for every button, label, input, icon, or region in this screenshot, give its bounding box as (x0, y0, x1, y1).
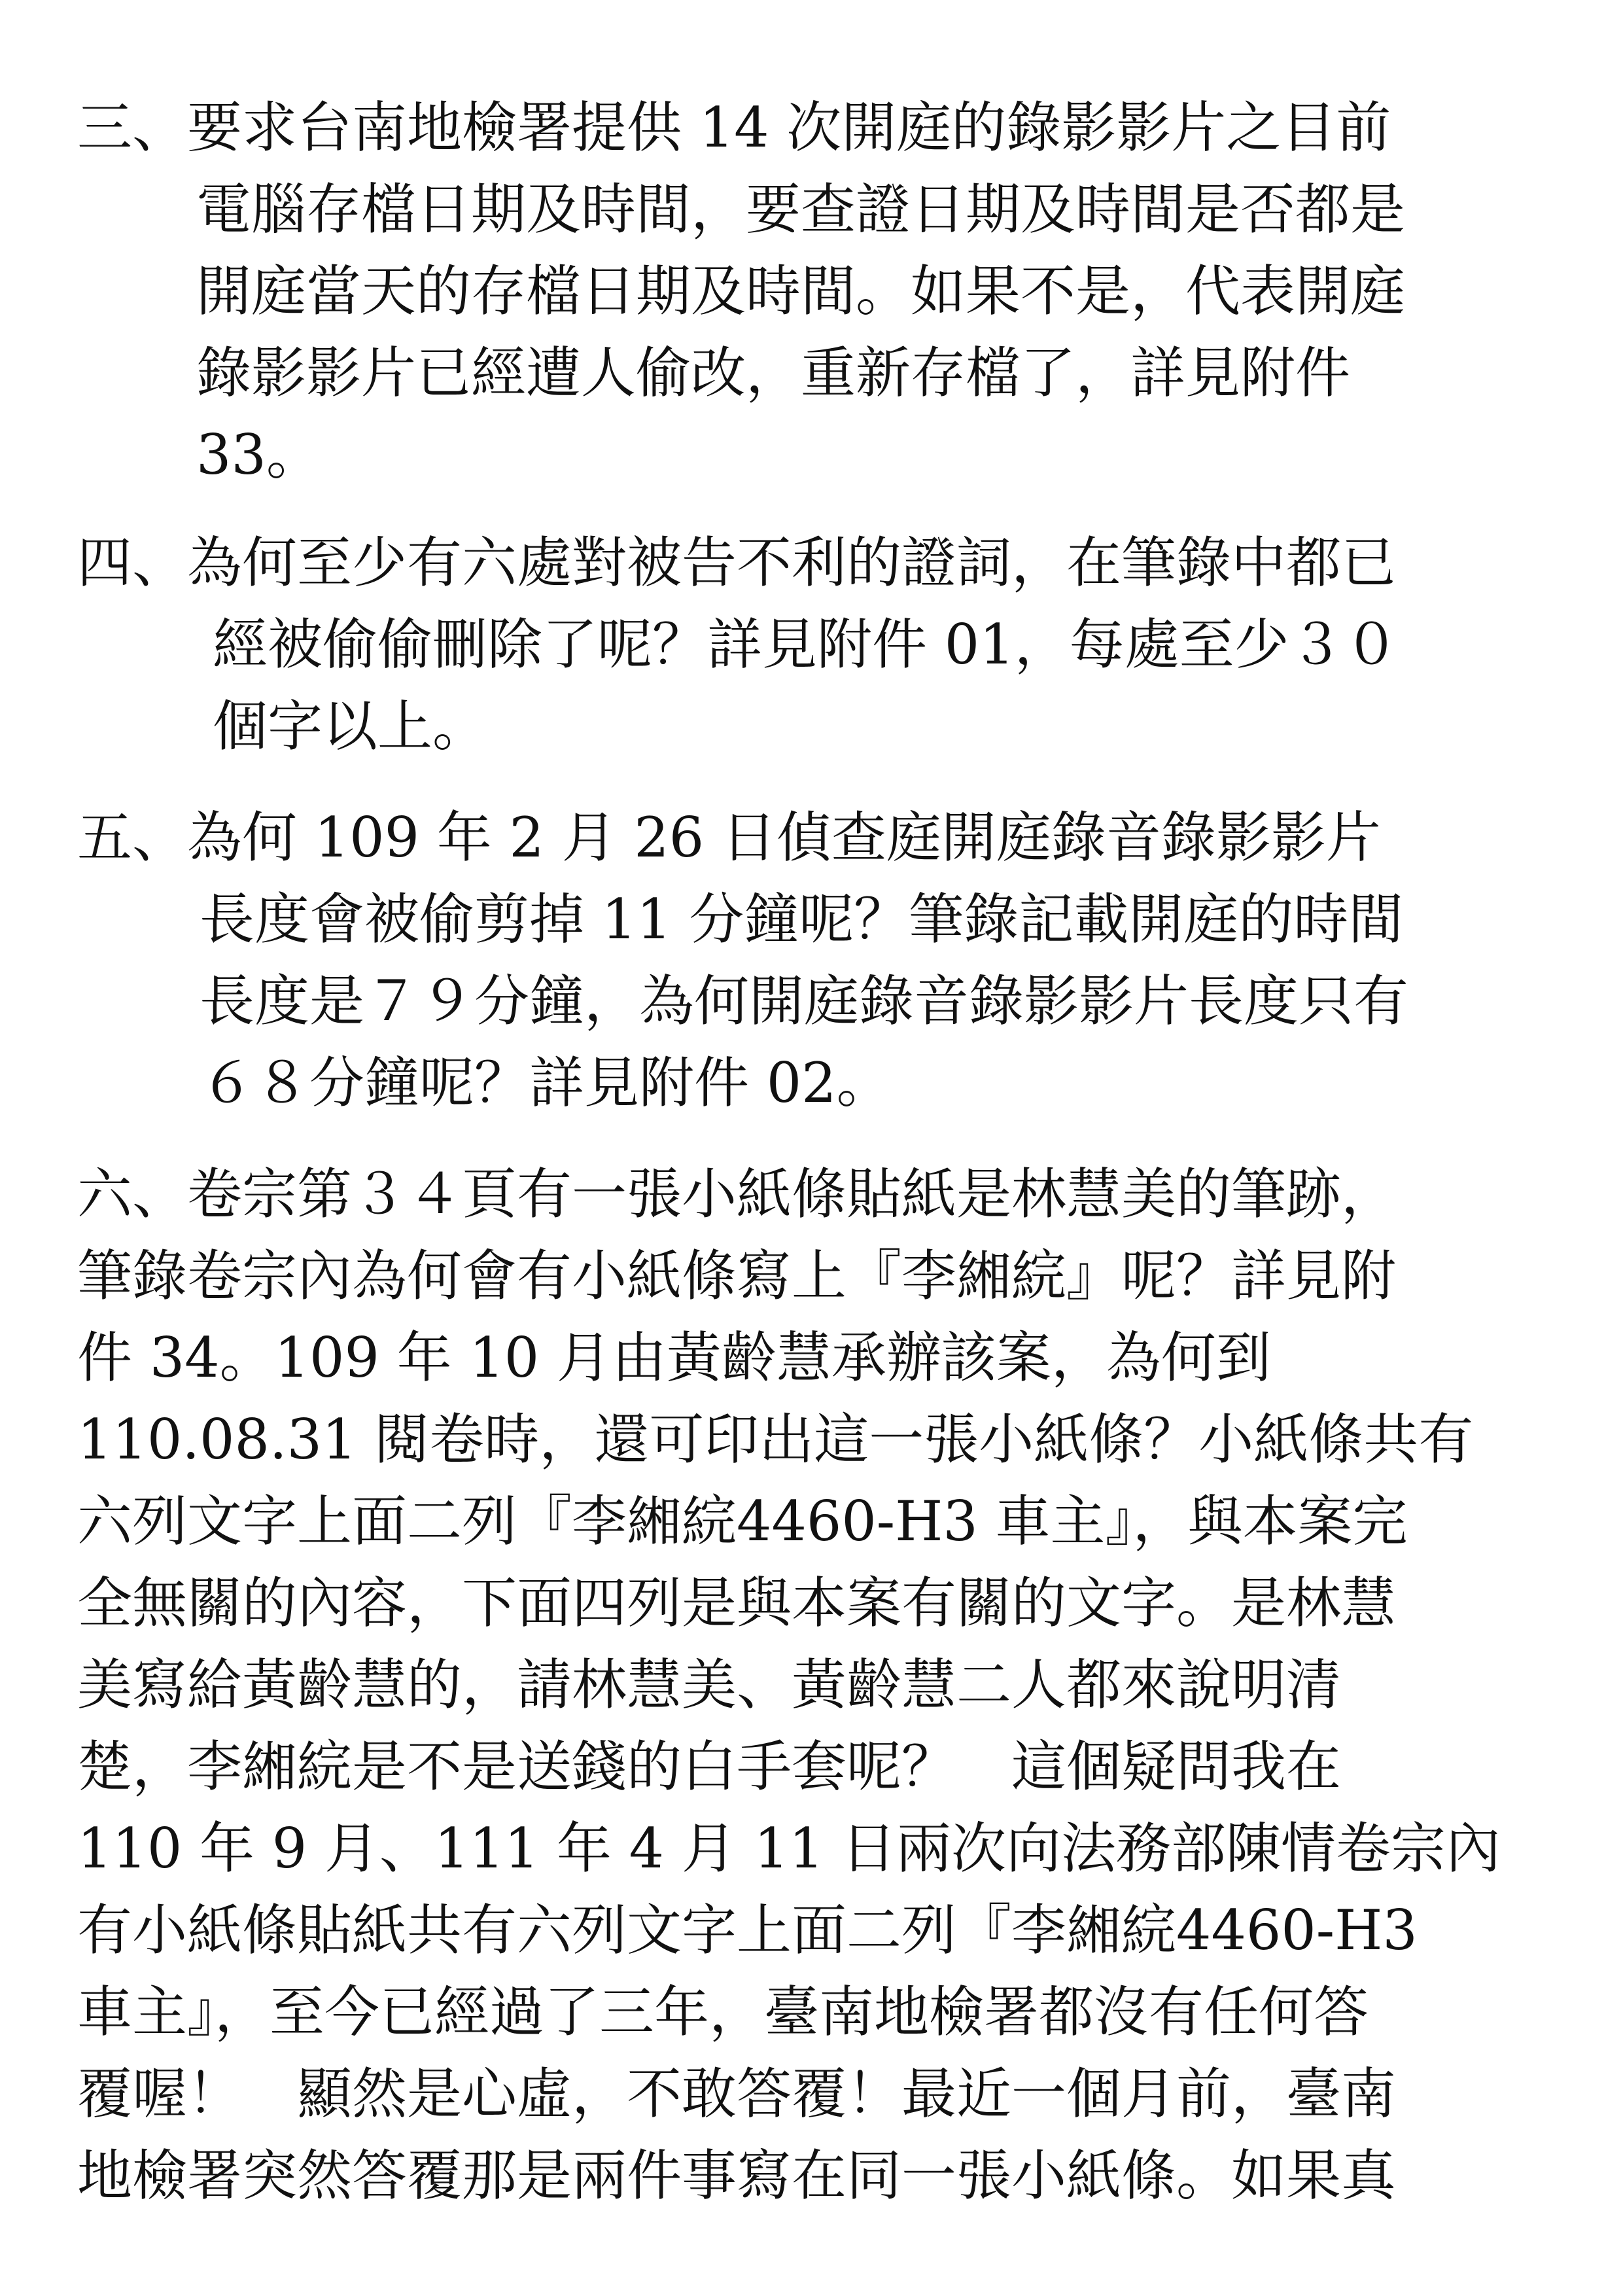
section-3-line-1: 三、要求台南地檢署提供 14 次開庭的錄影影片之目前 (77, 96, 1391, 160)
section-3-line-2: 電腦存檔日期及時間，要查證日期及時間是否都是 (196, 177, 1406, 241)
section-5-line-1: 五、為何 109 年 2 月 26 日偵查庭開庭錄音錄影影片 (77, 805, 1381, 870)
section-4-line-1: 四、為何至少有六處對被告不利的證詞，在筆錄中都已 (77, 531, 1397, 595)
section-6-line-4: 110.08.31 閱卷時，還可印出這一張小紙條？小紙條共有 (77, 1407, 1474, 1472)
section-6-line-13: 地檢署突然答覆那是兩件事寫在同一張小紙條。如果真 (77, 2144, 1397, 2208)
section-6-line-9: 110 年 9 月、111 年 4 月 11 日兩次向法務部陳情卷宗內 (77, 1816, 1501, 1881)
section-6-line-3: 件 34。109 年 10 月由黃齡慧承辦該案，為何到 (77, 1326, 1271, 1390)
section-6-line-5: 六列文字上面二列『李緗綄4460-H3 車主』，與本案完 (77, 1489, 1408, 1553)
section-3-line-3: 開庭當天的存檔日期及時間。如果不是，代表開庭 (196, 259, 1406, 323)
section-6-line-2: 筆錄卷宗內為何會有小紙條寫上『李緗綄』呢？詳見附 (77, 1244, 1397, 1308)
section-6-line-12: 覆喔！ 顯然是心虛，不敢答覆！最近一個月前，臺南 (77, 2062, 1397, 2126)
section-6-line-7: 美寫給黃齡慧的，請林慧美、黃齡慧二人都來說明清 (77, 1653, 1342, 1717)
section-6-line-8: 楚，李緗綄是不是送錢的白手套呢？ 這個疑問我在 (77, 1735, 1342, 1799)
section-5-line-4: ６８分鐘呢？詳見附件 02。 (200, 1051, 892, 1115)
section-6-line-6: 全無關的內容，下面四列是與本案有關的文字。是林慧 (77, 1571, 1397, 1635)
section-6-line-1: 六、卷宗第３４頁有一張小紙條貼紙是林慧美的筆跡， (77, 1162, 1397, 1226)
section-3-line-4: 錄影影片已經遭人偷改，重新存檔了，詳見附件 (196, 341, 1351, 405)
section-5-line-2: 長度會被偷剪掉 11 分鐘呢？筆錄記載開庭的時間 (200, 887, 1404, 951)
section-3-line-5: 33。 (196, 423, 321, 487)
section-4-line-2: 經被偷偷刪除了呢？詳見附件 01，每處至少３０ (213, 612, 1399, 677)
section-4-line-3: 個字以上。 (213, 694, 488, 758)
section-6-line-10: 有小紙條貼紙共有六列文字上面二列『李緗綄4460-H3 (77, 1898, 1418, 1962)
section-5-line-3: 長度是７９分鐘，為何開庭錄音錄影影片長度只有 (200, 969, 1409, 1033)
section-6-line-11: 車主』，至今已經過了三年，臺南地檢署都沒有任何答 (77, 1980, 1369, 2044)
